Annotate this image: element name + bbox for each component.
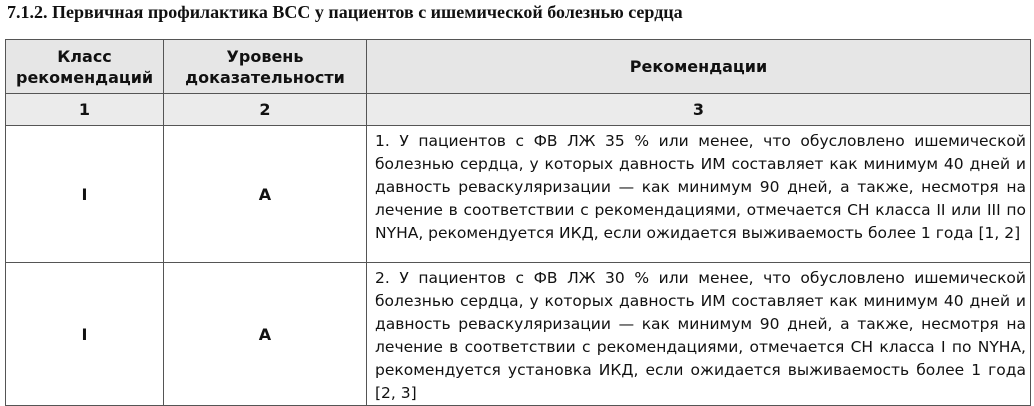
table-row bbox=[6, 263, 1031, 406]
header-evidence-level: Уровень доказательности bbox=[164, 40, 367, 94]
table-header-row bbox=[6, 40, 1031, 94]
recommendation-class-cell: I bbox=[6, 126, 164, 263]
recommendation-text: 1. У пациентов с ФВ ЛЖ 35 % или менее, что обусловлено ишемической болезнью сердца, у которых давность ИМ составляет как минимум 40 дней и давность реваскуляризации — как минимум 90 дней, а также, несмотря на лечение в соответствии с рекомендациями, отмечается СН класса II или III по NYHA, рекомендуется ИКД, если ожидается выживаемость более 1 года [1, 2] bbox=[375, 132, 1026, 242]
evidence-level-cell: A bbox=[164, 263, 367, 406]
section-title: 7.1.2. Первичная профилактика ВСС у пациентов с ишемической болезнью сердца bbox=[7, 2, 683, 22]
column-number-1: 1 bbox=[6, 94, 164, 126]
recommendation-text: 2. У пациентов с ФВ ЛЖ 30 % или менее, что обусловлено ишемической болезнью сердца, у которых давность ИМ составляет как минимум 40 дней и давность реваскуляризации — как минимум 90 дней, а также, несмотря на лечение в соответствии с рекомендациями, отмечается СН класса I по NYHA, рекомендуется установка ИКД, если ожидается выживаемость более 1 года [2, 3] bbox=[375, 269, 1026, 402]
header-recommendations: Рекомендации bbox=[367, 40, 1031, 94]
recommendations-table bbox=[5, 39, 1031, 406]
evidence-level-cell: A bbox=[164, 126, 367, 263]
recommendation-text-cell bbox=[367, 263, 1031, 406]
recommendation-text-cell bbox=[367, 126, 1031, 263]
column-number-row bbox=[6, 94, 1031, 126]
table-row bbox=[6, 126, 1031, 263]
recommendation-class-cell: I bbox=[6, 263, 164, 406]
header-recommendation-class: Класс рекомендаций bbox=[6, 40, 164, 94]
column-number-2: 2 bbox=[164, 94, 367, 126]
column-number-3: 3 bbox=[367, 94, 1031, 126]
